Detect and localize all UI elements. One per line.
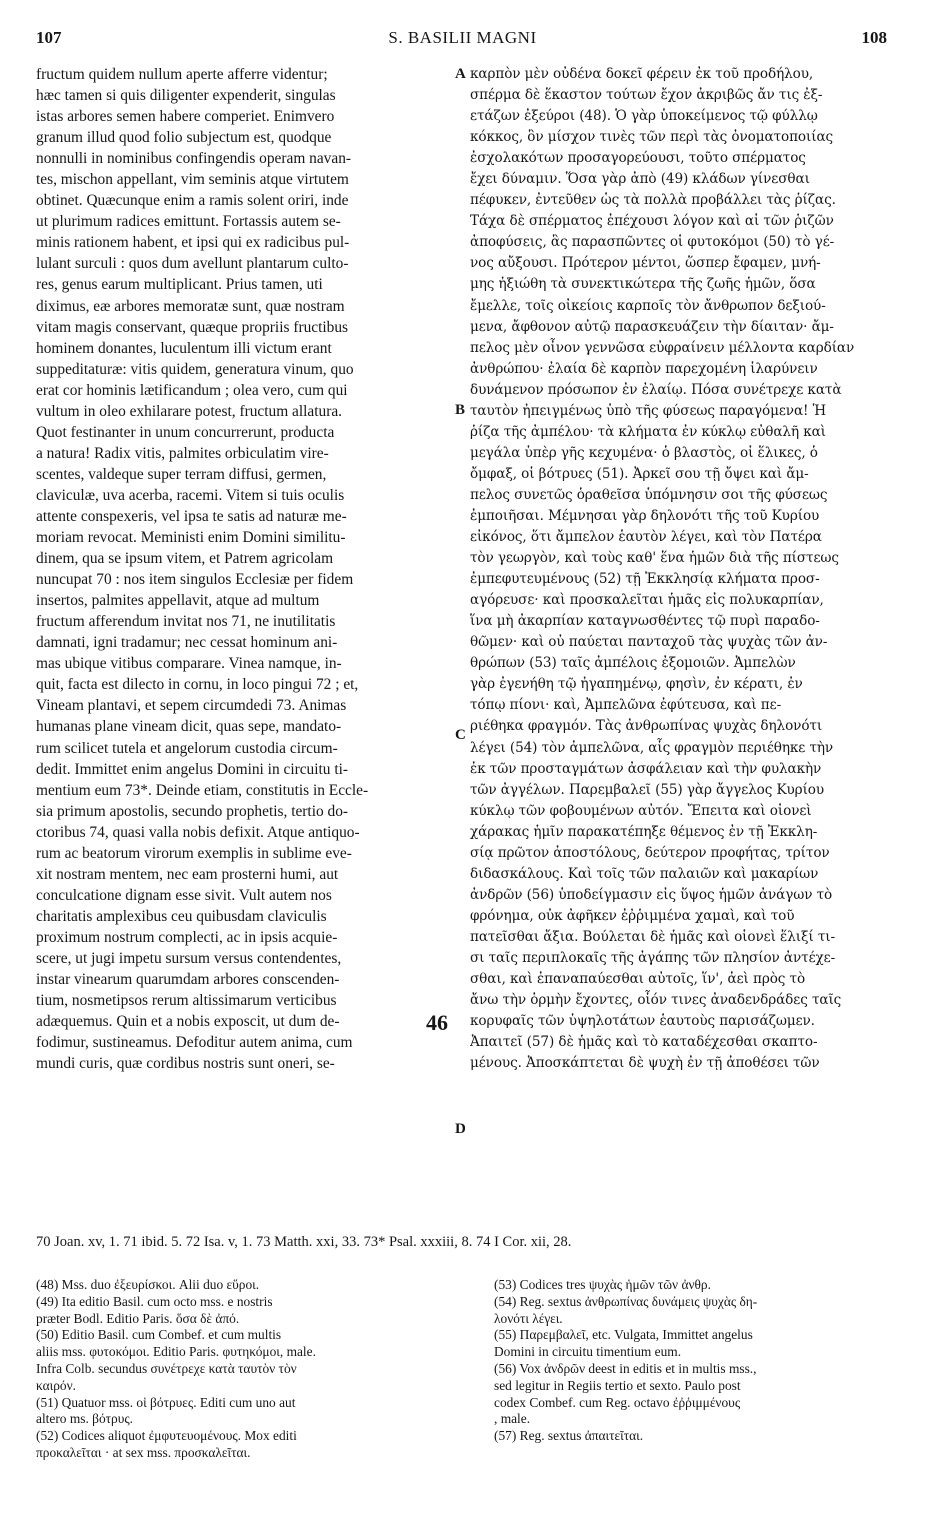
footnote-line: (50) Editio Basil. cum Combef. et cum multis xyxy=(36,1327,282,1343)
latin-text-line: vitam magis conservant, quæque propriis fructibus xyxy=(36,318,349,336)
greek-text-line: πατεῖσθαι ἄξια. Βούλεται δὲ ἡμᾶς καὶ οἱονεὶ ἕλιξί τι- xyxy=(470,928,835,945)
latin-text-line: sia primum apostolis, secundo prophetis, tertio do- xyxy=(36,802,349,820)
latin-text-line: a natura! Radix vitis, palmites orbiculatim vire- xyxy=(36,444,329,462)
footnote-line: (57) Reg. sextus ἀπαιτεῖται. xyxy=(494,1428,644,1444)
footnote-line: (55) Παρεμβαλεῖ, etc. Vulgata, Immittet angelus xyxy=(494,1327,753,1343)
latin-text-line: lulant surculi : quos dum avellunt plantarum culto- xyxy=(36,255,349,273)
latin-text-line: charitatis amplexibus ceu quibusdam claviculis xyxy=(36,907,327,925)
left-page-number: 107 xyxy=(36,28,62,47)
latin-text-line: mundi curis, quæ cordibus nostris sunt oneri, se- xyxy=(36,1055,335,1073)
greek-text-line: δυνάμενον πρόσωπον ἐν ἐλαίῳ. Πόσα συνέτρεχε κατὰ xyxy=(470,381,842,398)
greek-text-line: ἐμποιῆσαι. Μέμνησαι γὰρ δηλονότι τῆς τοῦ Κυρίου xyxy=(470,507,820,524)
greek-text-line: ἄνω τὴν ὁρμὴν ἔχοντες, οἷόν τινες ἀναδενδράδες ταῖς xyxy=(470,992,842,1009)
footnote xyxy=(494,1277,889,1294)
greek-text-line: ετάζων ἐξεύροι (48). Ὁ γὰρ ὑποκείμενος τῷ φύλλῳ xyxy=(470,108,818,125)
footnote-line: καιρόν. xyxy=(36,1377,77,1393)
greek-text-line: χάρακας ἡμῖν παρακατέπηξε θέμενος ἐν τῇ Ἐκκλη- xyxy=(470,823,818,840)
latin-text-line: damnati, igni tradamur; nec cessat hominum ani- xyxy=(36,634,338,652)
greek-text-line: νος αὔξουσι. Πρότερον μέντοι, ὥσπερ ἔφαμεν, μνή- xyxy=(470,255,821,272)
greek-text-line: ἵνα μὴ ἀκαρπίαν καταγνωσθέντες τῷ πυρὶ παραδο- xyxy=(470,613,820,630)
latin-text-line: dedit. Immittet enim angelus Domini in circuitu ti- xyxy=(36,760,349,778)
greek-text-line: τὸν γεωργὸν, καὶ τοὺς καθ' ἕνα ἡμῶν διὰ τῆς πίστεως xyxy=(470,550,839,567)
greek-text-line: κύκλῳ τῶν φοβουμένων αὐτόν. Ἔπειτα καὶ οἱονεὶ xyxy=(470,802,812,819)
latin-text-line: attente conspexeris, vel ipsa te satis ad naturæ me- xyxy=(36,507,347,525)
greek-text-line: διδασκάλους. Καὶ τοῖς τῶν παλαιῶν καὶ μακαρίων xyxy=(470,865,819,882)
greek-text-line: ἀνθρώπου· ἐλαία δὲ καρπὸν παρεχομένη ἱλαρύνειν xyxy=(470,360,818,377)
greek-text-line: θῶμεν· καὶ οὐ παύεται πανταχοῦ τὰς ψυχὰς τῶν ἀν- xyxy=(470,634,828,651)
greek-text-line: γὰρ ἐγενήθη τῷ ἠγαπημένῳ, φησὶν, ἐν κέρατι, ἐν xyxy=(470,676,803,693)
footnote-line: præter Bodl. Editio Paris. ὅσα δὲ ἀπό. xyxy=(36,1310,240,1326)
footnote xyxy=(494,1327,889,1361)
greek-text-line: αγόρευσε· καὶ προσκαλεῖται ἡμᾶς εἰς πολυκαρπίαν, xyxy=(470,592,824,609)
greek-text-line: μεγάλα ὑπὲρ γῆς κεχυμένα· ὁ βλαστὸς, οἱ ἕλικες, ὁ xyxy=(470,444,818,461)
latin-text-line: suppeditaturæ: vitis quidem, generatura vinum, quo xyxy=(36,360,354,378)
latin-text-line: conculcatione dignam esse sivit. Vult autem nos xyxy=(36,886,332,904)
footnote xyxy=(494,1361,889,1428)
section-marker-b: B xyxy=(455,402,466,418)
right-page-number: 108 xyxy=(861,28,887,47)
latin-text-line: hominem donantes, luculentum illi victum erant xyxy=(36,339,332,357)
column-number: 46 xyxy=(426,1010,448,1035)
latin-text-line: Quot festinanter in unum concurrerunt, producta xyxy=(36,423,335,441)
latin-text-line: ut plurimum radices emittunt. Fortassis autem se- xyxy=(36,213,341,231)
greek-text-line: ἀνδρῶν (56) ὑποδείγμασιν εἰς ὕψος ἡμῶν ἀνάγων τὸ xyxy=(470,886,833,903)
greek-text-line: ἐκ τῶν προσταγμάτων ἀσφάλειαν καὶ τὴν φυλακὴν xyxy=(470,760,822,777)
greek-text-line: σι ταῖς περιπλοκαῖς τῆς ἀγάπης τῶν πλησίον ἀντέχε- xyxy=(470,949,836,966)
running-title: S. BASILII MAGNI xyxy=(388,28,537,47)
footnote-line: aliis mss. φυτοκόμοι. Editio Paris. φυτηκόμοι, male. xyxy=(36,1344,316,1360)
greek-text-line: πελος μὲν οἶνον γεννῶσα εὐφραίνειν μέλλοντα καρδίαν xyxy=(470,339,855,356)
footnote-line: altero ms. βότρυς. xyxy=(36,1411,134,1427)
latin-text-line: tium, nosmetipsos rerum altissimarum verticibus xyxy=(36,992,337,1010)
latin-text-line: minis rationem habent, et ipsi qui ex radicibus pul- xyxy=(36,234,350,252)
greek-text-line: κορυφαῖς τῶν ὑψηλοτάτων ἑαυτοὺς παρισάζωμεν. xyxy=(470,1013,815,1030)
greek-text-line: ἔχει δύναμιν. Ὅσα γὰρ ἀπὸ (49) κλάδων γίνεσθαι xyxy=(470,171,810,188)
latin-text-line: rum scilicet tutela et angelorum custodia circum- xyxy=(36,739,338,757)
latin-text-line: moriam revocat. Meministi enim Domini similitu- xyxy=(36,529,346,547)
footnote-line: λονότι λέγει. xyxy=(494,1310,563,1326)
footnote-line: (51) Quatuor mss. οἱ βότρυες. Editi cum uno aut xyxy=(36,1394,296,1410)
latin-text-line: rum ac beatorum virorum exemplis in sublime eve- xyxy=(36,844,352,862)
greek-text-line: ἔμελλε, τοῖς οἰκείοις καρποῖς τὸν ἄνθρωπον δεξιού- xyxy=(470,297,826,314)
footnote-line: (56) Vox ἀνδρῶν deest in editis et in multis mss., xyxy=(494,1360,757,1376)
greek-text-line: ὄμφαξ, οἱ βότρυες (51). Ἀρκεῖ σου τῇ ὄψει καὶ ἄμ- xyxy=(470,465,809,482)
latin-text-line: vultum in oleo exhilarare potest, fructum allatura. xyxy=(36,402,343,420)
latin-text-line: nuncupat 70 : nos item singulos Ecclesiæ per fidem xyxy=(36,571,354,589)
footnote-line: προκαλεῖται · at sex mss. προσκαλεῖται. xyxy=(36,1444,251,1460)
footnote xyxy=(36,1294,456,1328)
latin-text-line: nonnulli in nominibus confingendis operam navan- xyxy=(36,150,352,168)
section-marker-a: A xyxy=(455,66,466,82)
latin-text-line: mentium eum 73*. Deinde etiam, constitutis in Eccle- xyxy=(36,781,369,799)
greek-text-line: τῶν ἀγγέλων. Παρεμβαλεῖ (55) γὰρ ἄγγελος Κυρίου xyxy=(470,781,825,798)
greek-text-line: σίᾳ πρῶτον ἀποστόλους, δεύτερον προφήτας, τρίτον xyxy=(470,844,830,861)
footnote-line: Infra Colb. secundus συνέτρεχε κατὰ ταυτὸν τὸν xyxy=(36,1360,297,1376)
latin-text-line: quit, facta est dilecto in cornu, in loco pingui 72 ; et, xyxy=(36,676,359,694)
latin-text-line: fodimur, sustineamus. Defoditur autem anima, cum xyxy=(36,1034,353,1052)
greek-text-line: θρώπων (53) ταῖς ἀμπέλοις ἐξομοιῶν. Ἀμπελὼν xyxy=(470,655,796,672)
greek-text-line: φρόνημα, οὐκ ἀφῆκεν ἐῤῥιμμένα χαμαὶ, καὶ τοῦ xyxy=(470,907,795,924)
greek-text-line: κόκκος, ὃν μίσχον τινὲς τῶν περὶ τὰς ὀνοματοποιίας xyxy=(470,129,834,146)
latin-text-line: Vineam plantavi, et sepem circumdedi 73. Animas xyxy=(36,697,347,715)
section-marker-d: D xyxy=(455,1121,466,1137)
latin-text-line: granum illud quod folio subjectum est, quodque xyxy=(36,129,332,147)
greek-text-line: καρπὸν μὲν οὐδένα δοκεῖ φέρειν ἐκ τοῦ προδήλου, xyxy=(470,66,814,82)
latin-text-line: xit nostram mentem, nec eam prosterni humi, aut xyxy=(36,865,339,883)
greek-text-line: ταυτὸν ἠπειγμένως ὑπὸ τῆς φύσεως παραγόμενα! Ἡ xyxy=(470,402,826,419)
greek-text-line: πελος συνετῶς ὁραθεῖσα ὑπόμνησιν σοι τῆς φύσεως xyxy=(470,486,828,503)
latin-text-line: insertos, palmites appellavit, atque ad multum xyxy=(36,592,320,610)
latin-text-line: scentes, valdeque super terram diffusi, germen, xyxy=(36,465,327,483)
footnote xyxy=(36,1277,456,1294)
footnote-line: Domini in circuitu timentium eum. xyxy=(494,1344,682,1360)
latin-text-line: hæc tamen si quis diligenter expenderit, singulas xyxy=(36,87,336,105)
footnote-line: (48) Mss. duo ἐξευρίσκοι. Alii duo εὕροι. xyxy=(36,1277,260,1292)
latin-text-line: claviculæ, uva acerba, racemi. Vitem si tuis oculis xyxy=(36,486,345,504)
greek-text-line: τόπῳ πίονι· καὶ, Ἀμπελῶνα ἐφύτευσα, καὶ πε- xyxy=(470,697,782,714)
latin-text-line: diximus, eæ arbores memoratæ sunt, quæ nostram xyxy=(36,297,345,315)
latin-text-line: humanas plane vineam dicit, quas sepe, mandato- xyxy=(36,718,342,736)
footnote xyxy=(494,1294,889,1328)
latin-text-line: dinem, qua se ipsum vitem, et Patrem agricolam xyxy=(36,550,334,568)
latin-text-line: instar vinearum quarumdam arbores conscenden- xyxy=(36,971,340,989)
greek-text-line: ἐμπεφυτευμένους (52) τῇ Ἐκκλησίᾳ κλήματα προσ- xyxy=(470,571,820,588)
latin-text-line: mas ubique vitibus comparare. Vinea namque, in- xyxy=(36,655,342,673)
footnote-line: (49) Ita editio Basil. cum octo mss. e nostris xyxy=(36,1293,273,1309)
section-marker-c: C xyxy=(455,727,466,743)
greek-text-line: μης ἠξιώθη τὰ συνεκτικώτερα τῆς ζωῆς ἡμῶν, ὅσα xyxy=(470,276,816,293)
greek-text-line: Τάχα δὲ σπέρματος ἐπέχουσι λόγον καὶ αἱ τῶν ῥιζῶν xyxy=(470,213,834,230)
greek-text-line: σπέρμα δὲ ἕκαστον τούτων ἔχον ἀκριβῶς ἄν τις ἐξ- xyxy=(470,87,823,104)
greek-text-line: ἀποφύσεις, ἃς παρασπῶντες οἱ φυτοκόμοι (50) τὸ γέ- xyxy=(470,234,835,251)
latin-text-line: erat cor hominis lætificandum ; olea vero, cum qui xyxy=(36,381,348,399)
latin-text-line: tes, mischon appellant, vim seminis atque virtutem xyxy=(36,171,349,189)
footnote-line: (54) Reg. sextus ἀνθρωπίνας δυνάμεις ψυχὰς δη- xyxy=(494,1293,758,1309)
greek-text-line: μένους. Ἀποσκάπτεται δὲ ψυχὴ ἐν τῇ ἀποθέσει τῶν xyxy=(470,1055,820,1072)
latin-text-line: fructum afferendum invitat nos 71, ne inutilitatis xyxy=(36,613,336,631)
scripture-references: 70 Joan. xv, 1. 71 ibid. 5. 72 Isa. v, 1. 73 Matth. xxi, 33. 73* Psal. xxxiii, 8. 74 I Cor. xii, 28. xyxy=(36,1234,572,1250)
greek-text-line: ῥίζα τῆς ἀμπέλου· τὰ κλήματα ἐν κύκλῳ εὐθαλῆ καὶ xyxy=(470,423,826,440)
latin-text-line: adæquemus. Quin et a nobis exposcit, ut dum de- xyxy=(36,1013,340,1031)
footnote xyxy=(36,1327,456,1394)
footnote-line: codex Combef. cum Reg. octavo ἐῤῥιμμένους xyxy=(494,1394,741,1410)
footnote-line: sed legitur in Regiis tertio et sexto. Paulo post xyxy=(494,1377,741,1393)
footnote xyxy=(36,1395,456,1429)
latin-text-line: ctoribus 74, quasi valla nobis defixit. Atque antiquo- xyxy=(36,823,360,841)
greek-text-line: λέγει (54) τὸν ἀμπελῶνα, αἷς φραγμὸν περιέθηκε τὴν xyxy=(470,739,834,756)
greek-text-line: Ἀπαιτεῖ (57) δὲ ἡμᾶς καὶ τὸ καταδέχεσθαι σκαπτο- xyxy=(470,1034,818,1051)
greek-text-line: εἰκόνος, ὅτι ἄμπελον ἑαυτὸν λέγει, καὶ τὸν Πατέρα xyxy=(470,529,822,546)
latin-text-line: istas arbores semen habere comperiet. Enimvero xyxy=(36,108,335,126)
footnote-line: (52) Codices aliquot ἐμφυτευομένους. Mox editi xyxy=(36,1428,297,1444)
greek-text-line: ριέθηκα φραγμόν. Τὰς ἀνθρωπίνας ψυχὰς δηλονότι xyxy=(470,718,823,735)
greek-text-line: μενα, ἄφθονον αὐτῷ παρασκευάζειν τὴν δίαιταν· ἄμ- xyxy=(470,318,834,335)
greek-text-line: πέφυκεν, ἐντεῦθεν ὡς τὰ πολλὰ προβάλλει τὰς ῥίζας. xyxy=(470,192,836,209)
latin-text-line: obtinet. Quæcunque enim a ramis solent oriri, inde xyxy=(36,192,349,210)
footnote-line: , male. xyxy=(494,1411,531,1427)
greek-column xyxy=(470,64,890,1074)
footnote xyxy=(36,1428,456,1462)
footnote xyxy=(494,1428,889,1445)
footnotes-left xyxy=(36,1277,456,1462)
latin-column xyxy=(36,64,456,1074)
footnotes-right xyxy=(494,1277,889,1445)
greek-text-line: ἐσχολακότων προσαγορεύουσι, τοῦτο σπέρματος xyxy=(470,150,806,167)
latin-text-line: proximum nostrum complecti, ac in ipsis acquie- xyxy=(36,928,338,946)
footnote-line: (53) Codices tres ψυχὰς ἡμῶν τῶν ἀνθρ. xyxy=(494,1277,711,1292)
latin-text-line: res, genus earum multiplicant. Prius tamen, uti xyxy=(36,276,323,294)
greek-text-line: σθαι, καὶ ἐπαναπαύεσθαι αὐτοῖς, ἵν', ἀεὶ πρὸς τὸ xyxy=(470,971,806,988)
latin-text-line: fructum quidem nullum aperte afferre videntur; xyxy=(36,66,328,83)
latin-text-line: scere, ut jugi impetu sursum versus contendentes, xyxy=(36,949,342,967)
